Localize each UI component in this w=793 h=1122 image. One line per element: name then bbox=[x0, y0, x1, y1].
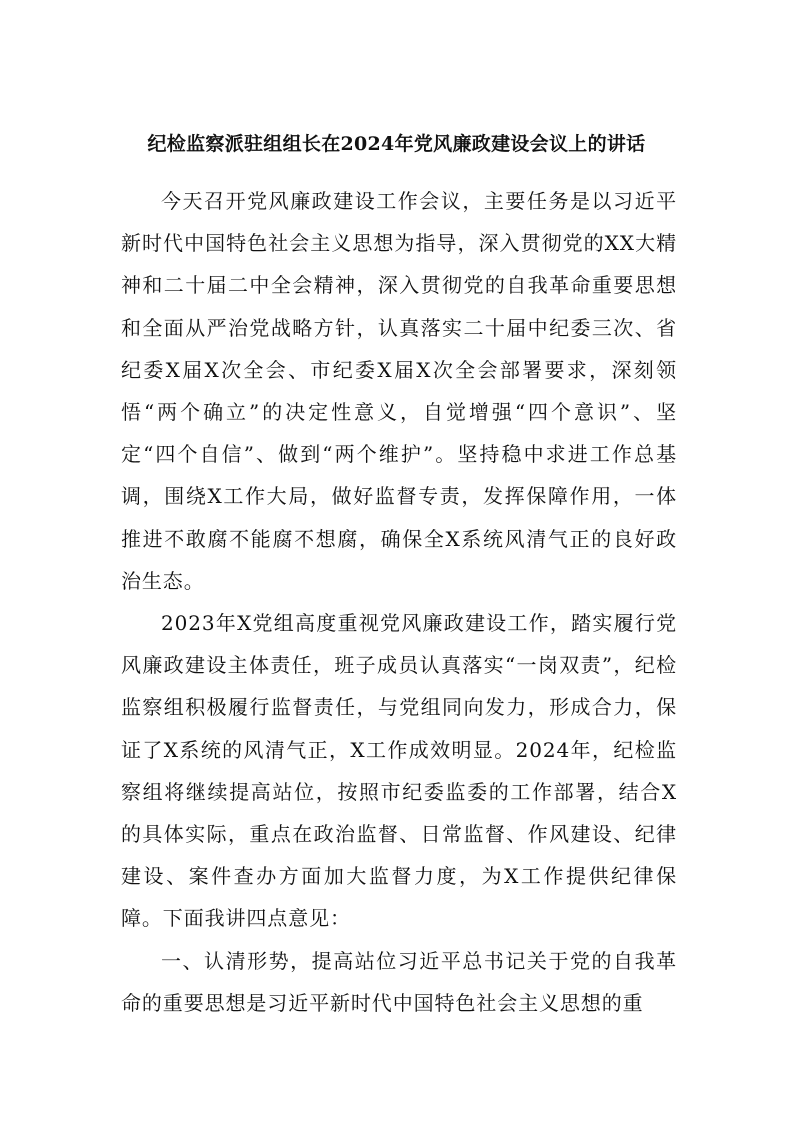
document-title: 纪检监察派驻组组长在2024年党风廉政建设会议上的讲话 bbox=[147, 133, 646, 155]
document-body bbox=[121, 180, 677, 1024]
body-paragraph: 一、认清形势，提高站位习近平总书记关于党的自我革命的重要思想是习近平新时代中国特色社会主义思想的重 bbox=[121, 948, 677, 1015]
body-paragraph: 今天召开党风廉政建设工作会议，主要任务是以习近平新时代中国特色社会主义思想为指导，深入贯彻党的XX大精神和二十届二中全会精神，深入贯彻党的自我革命重要思想和全面从严治党战略方针，认真落实二十届中纪委三次、省纪委X届X次全会、市纪委X届X次全会部署要求，深刻领悟“两个确立”的决定性意义，自觉增强“四个意识”、坚定“四个自信”、做到“两个维护”。坚持稳中求进工作总基调，围绕X工作大局，做好监督专责，发挥保障作用，一体推进不敢腐不能腐不想腐，确保全X系统风清气正的良好政治生态。 bbox=[121, 189, 677, 593]
body-paragraph: 2023年X党组高度重视党风廉政建设工作，踏实履行党风廉政建设主体责任，班子成员认真落实“一岗双责”，纪检监察组积极履行监督责任，与党组同向发力，形成合力，保证了X系统的风清气正，X工作成效明显。2024年，纪检监察组将继续提高站位，按照市纪委监委的工作部署，结合X的具体实际，重点在政治监督、日常监督、作风建设、纪律建设、案件查办方面加大监督力度，为X工作提供纪律保障。下面我讲四点意见： bbox=[121, 611, 677, 931]
